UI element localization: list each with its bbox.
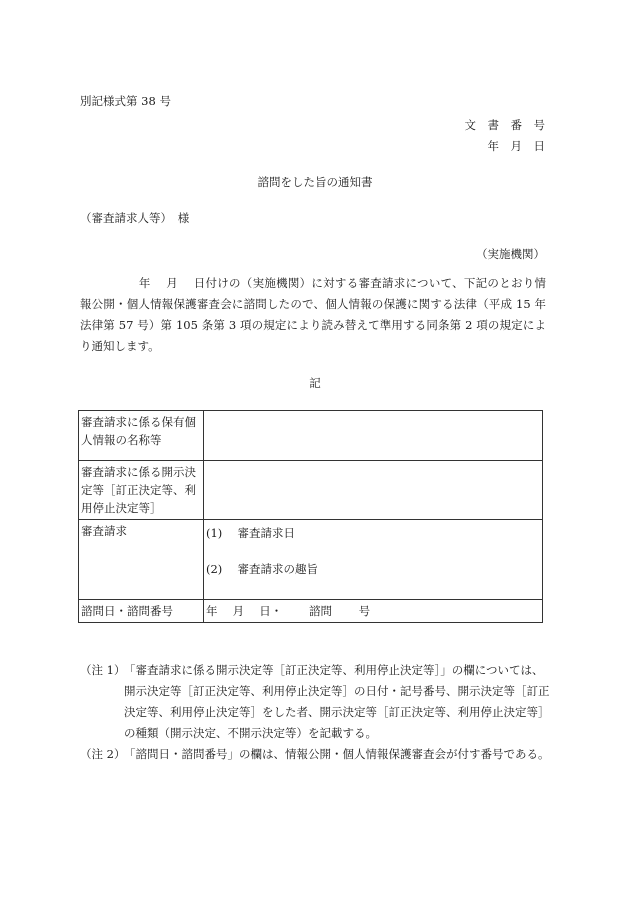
label-disclosure-decision: 審査請求に係る開示決定等［訂正決定等、利用停止決定等］ — [79, 461, 204, 520]
implementing-agency: （実施機関） — [476, 247, 545, 261]
table-row — [79, 411, 543, 461]
note-1-text: 「審査請求に係る開示決定等［訂正決定等、利用停止決定等］」の欄については、開示決定等［訂正決定等、利用停止決定等］の日付・記号番号、開示決定等［訂正決定等、利用停止決定等］をした者、開示決定等［訂正決定等、利用停止決定等］の種類（開示決定、不開示決定等）を記載する。 — [124, 663, 550, 740]
label-inquiry-date-number: 諮問日・諮問番号 — [79, 600, 204, 623]
review-request-date-item: (1) 審査請求日 — [206, 526, 295, 540]
value-inquiry-date-number: 年 月 日・ 諮問 号 — [204, 600, 543, 623]
page-title: 諮問をした旨の通知書 — [257, 175, 373, 189]
value-review-request — [204, 520, 543, 600]
notice-body: 年 月 日付けの（実施機関）に対する審査請求について、下記のとおり情報公開・個人情報保護審査会に諮問したので、個人情報の保護に関する法律（平成 15 年法律第 57 号）第 105 条第 3 項の規定により読み替えて準用する同条第 2 項の規定により通知します。 — [80, 276, 546, 353]
date-line: 年 月 日 — [487, 139, 545, 153]
review-request-purpose-item: (2) 審査請求の趣旨 — [206, 562, 318, 576]
notes — [80, 660, 550, 765]
label-personal-info-name: 審査請求に係る保有個人情報の名称等 — [79, 411, 204, 461]
ki-heading: 記 — [309, 376, 321, 390]
form-number: 別記様式第 38 号 — [80, 94, 171, 108]
table-row — [79, 461, 543, 520]
note-2-text: 「諮問日・諮問番号」の欄は、情報公開・個人情報保護審査会が付す番号である。 — [124, 747, 550, 761]
table-row — [79, 600, 543, 623]
addressee: （審査請求人等） 様 — [80, 211, 190, 225]
label-review-request: 審査請求 — [79, 520, 204, 600]
note-2 — [80, 744, 550, 765]
note-2-tag: （注 2） — [80, 747, 126, 761]
value-personal-info-name — [204, 411, 543, 461]
value-disclosure-decision — [204, 461, 543, 520]
note-1 — [80, 660, 550, 744]
note-1-tag: （注 1） — [80, 663, 126, 677]
record-table — [78, 410, 543, 623]
table-row — [79, 520, 543, 600]
document-number: 文 書 番 号 — [464, 118, 545, 132]
